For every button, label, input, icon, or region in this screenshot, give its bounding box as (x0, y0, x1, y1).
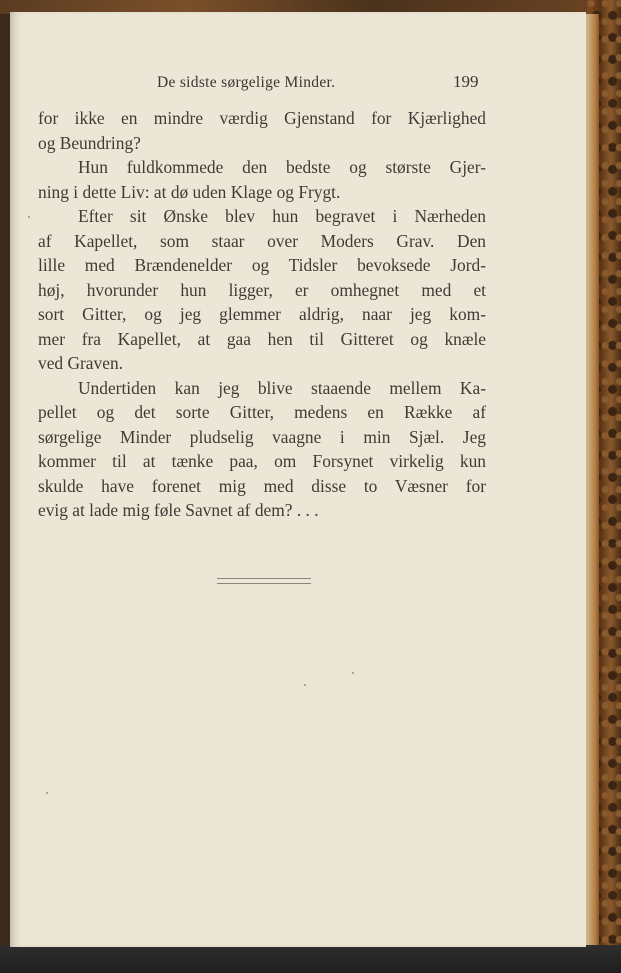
scan-background (0, 945, 621, 973)
text-line: ved Graven. (38, 353, 123, 373)
paper-speck (352, 672, 354, 674)
text-line: evig at lade mig føle Savnet af dem? . . . (38, 500, 319, 520)
body-text (38, 106, 486, 523)
text-line: ning i dette Liv: at dø uden Klage og Frygt. (38, 181, 341, 202)
page-header (10, 72, 586, 96)
text-line: sørgelige Minder pludselig vaagne i min Sjæl. Jeg (38, 426, 486, 447)
paper-speck (46, 792, 48, 794)
section-divider (217, 578, 311, 584)
text-line: Undertiden kan jeg blive staaende mellem Ka- (78, 377, 486, 398)
book-page (10, 12, 586, 947)
text-line: Efter sit Ønske blev hun begravet i Nærheden (78, 206, 486, 226)
text-line: skulde have forenet mig med disse to Væsner for (38, 475, 486, 496)
text-line: høj, hvorunder hun ligger, er omhegnet med et (38, 279, 486, 300)
text-line: mer fra Kapellet, at gaa hen til Gitteret og knæle (38, 328, 486, 349)
paper-speck (304, 684, 306, 686)
page-number: 199 (453, 72, 479, 91)
text-line: Hun fuldkommede den bedste og største Gjer- (78, 157, 486, 177)
text-line: og Beundring? (38, 132, 141, 153)
text-line: lille med Brændenelder og Tidsler bevoksede Jord- (38, 255, 486, 275)
text-line: pellet og det sorte Gitter, medens en Række af (38, 402, 486, 422)
text-line: sort Gitter, og jeg glemmer aldrig, naar jeg kom- (38, 304, 486, 324)
text-line: kommer til at tænke paa, om Forsynet virkelig kun (38, 451, 486, 471)
text-line: af Kapellet, som staar over Moders Grav. Den (38, 230, 486, 251)
paper-speck (28, 216, 30, 218)
running-title: De sidste sørgelige Minder. (157, 74, 336, 91)
text-line: for ikke en mindre værdig Gjenstand for Kjærlighed (38, 108, 486, 128)
